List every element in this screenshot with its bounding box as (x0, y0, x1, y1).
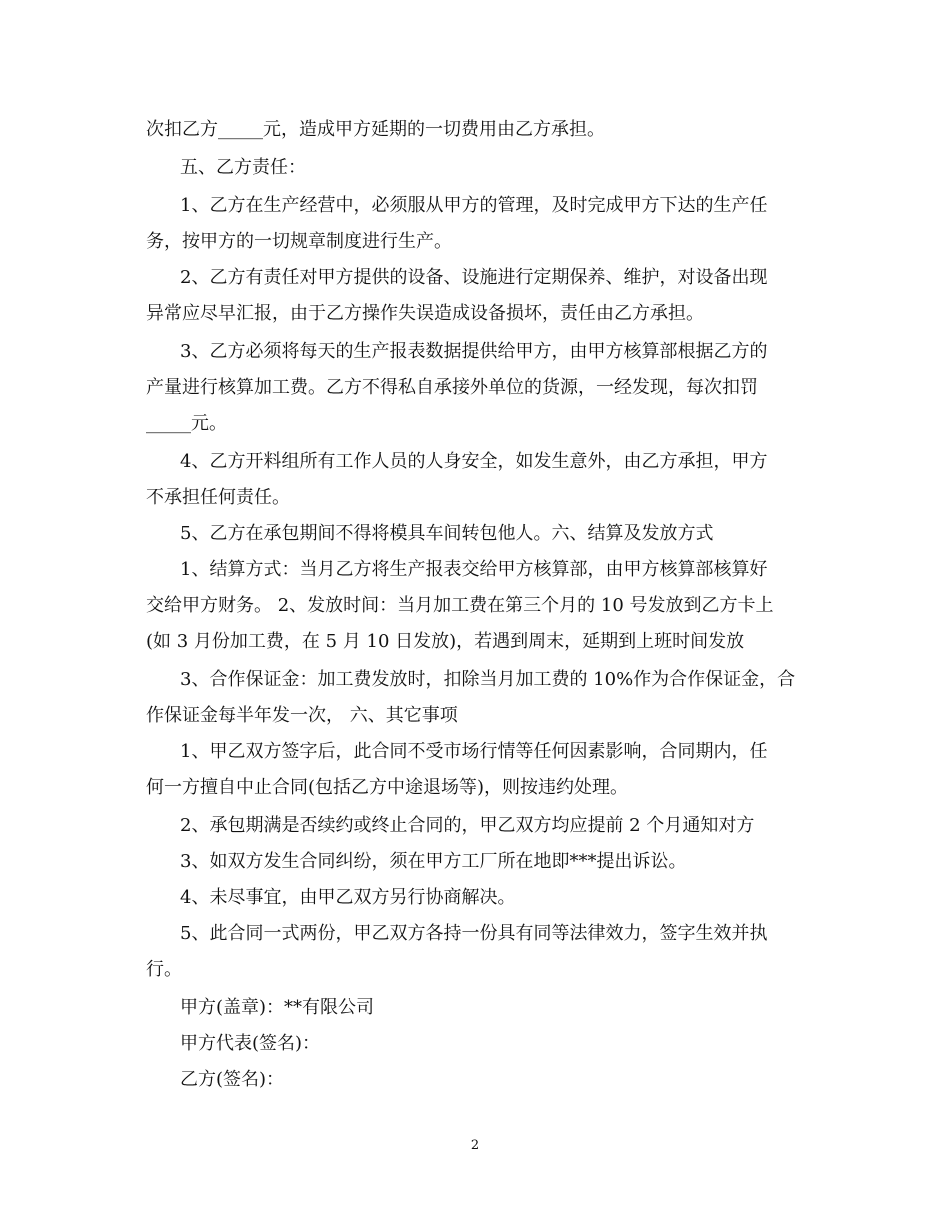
text-line: 次扣乙方_____元，造成甲方延期的一切费用由乙方承担。 (146, 119, 605, 140)
text-line: 4、未尽事宜，由甲乙双方另行协商解决。 (180, 887, 516, 908)
text-line: 1、结算方式：当月乙方将生产报表交给甲方核算部，由甲方核算部核算好 (180, 559, 768, 580)
text-line: 行。 (146, 959, 182, 980)
text-line: (如 3 月份加工费，在 5 月 10 日发放)，若遇到周末，延期到上班时间发放 (146, 631, 745, 652)
text-line: 2、乙方有责任对甲方提供的设备、设施进行定期保养、维护，对设备出现 (180, 267, 768, 288)
text-line: 何一方擅自中止合同(包括乙方中途退场等)，则按违约处理。 (146, 777, 629, 798)
signature-party-b: 乙方(签名)： (180, 1069, 285, 1090)
text-line: 2、承包期满是否续约或终止合同的，甲乙双方均应提前 2 个月通知对方 (180, 815, 755, 836)
page-number: 2 (470, 1138, 480, 1153)
text-line: _____元。 (146, 413, 227, 434)
text-line: 异常应尽早汇报，由于乙方操作失误造成设备损坏，责任由乙方承担。 (146, 303, 704, 324)
text-line: 产量进行核算加工费。乙方不得私自承接外单位的货源，一经发现，每次扣罚 (146, 377, 758, 398)
text-line: 3、乙方必须将每天的生产报表数据提供给甲方，由甲方核算部根据乙方的 (180, 341, 768, 362)
text-line: 1、甲乙双方签字后，此合同不受市场行情等任何因素影响，合同期内，任 (180, 741, 768, 762)
text-line: 交给甲方财务。 2、发放时间：当月加工费在第三个月的 10 号发放到乙方卡上 (146, 595, 774, 616)
text-line: 3、合作保证金：加工费发放时，扣除当月加工费的 10%作为合作保证金，合 (180, 669, 796, 690)
text-line: 不承担任何责任。 (146, 487, 290, 508)
text-line: 3、如双方发生合同纠纷，须在甲方工厂所在地即***提出诉讼。 (180, 851, 687, 872)
text-line: 作保证金每半年发一次， 六、其它事项 (146, 705, 458, 726)
section-heading-party-b-responsibilities: 五、乙方责任： (180, 157, 306, 178)
text-line: 5、此合同一式两份，甲乙双方各持一份具有同等法律效力，签字生效并执 (180, 923, 768, 944)
signature-party-a-seal: 甲方(盖章)：**有限公司 (180, 997, 375, 1018)
text-line: 务，按甲方的一切规章制度进行生产。 (146, 231, 452, 252)
text-line: 1、乙方在生产经营中，必须服从甲方的管理，及时完成甲方下达的生产任 (180, 195, 768, 216)
signature-party-a-representative: 甲方代表(签名)： (180, 1033, 321, 1054)
text-line: 4、乙方开料组所有工作人员的人身安全，如发生意外，由乙方承担，甲方 (180, 451, 768, 472)
text-line: 5、乙方在承包期间不得将模具车间转包他人。六、结算及发放方式 (180, 523, 714, 544)
